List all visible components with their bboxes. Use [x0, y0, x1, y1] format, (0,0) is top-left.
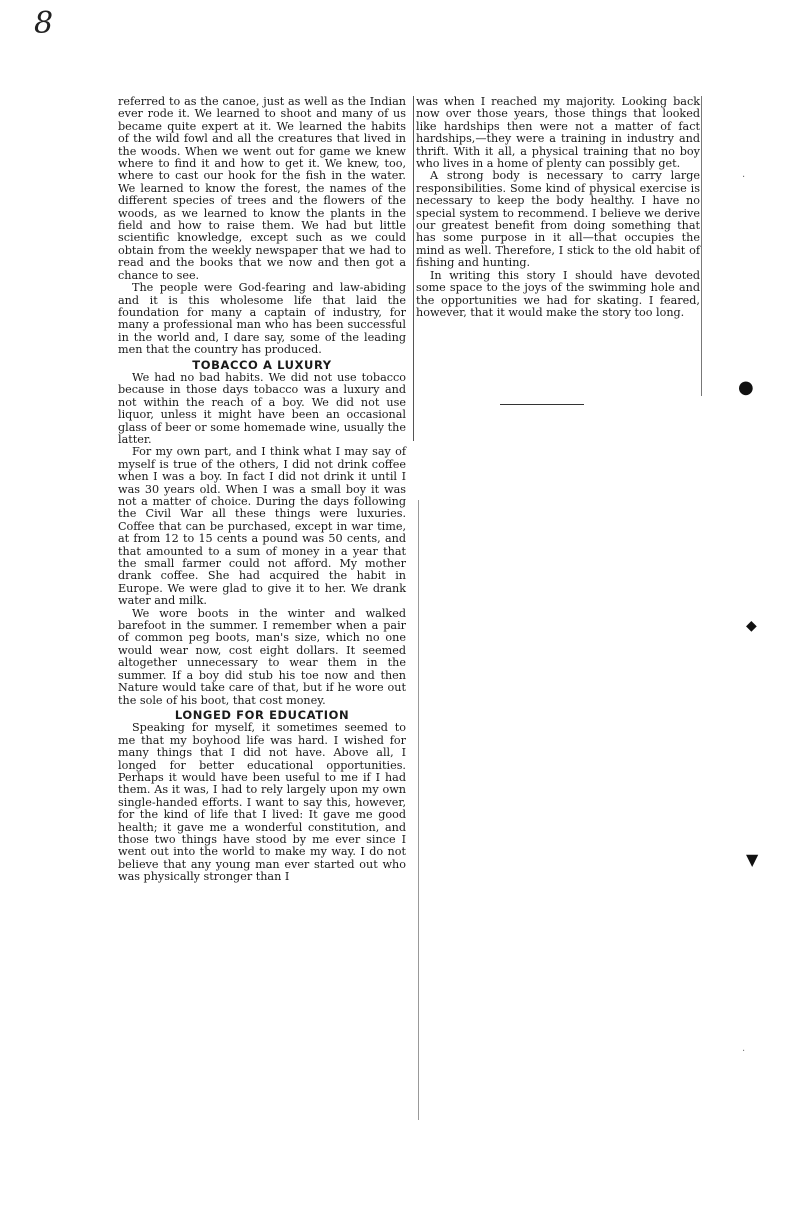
right-border-line: [701, 96, 702, 396]
paragraph: For my own part, and I think what I may say of myself is true of the others, I did not drink coffee when I was a boy. In fact I did not drink it until I was 30 years old. When I was a small boy it was not a matter of choice. During the days following the Civil War all these things were luxuries. Coffee that can be purchased, except in war time, at from 12 to 15 cents a pound was 50 cents, and that amounted to a sum of money in a year that the small farmer could not afford. My mother drank coffee. She had acquired the habit in Europe. We were glad to give it to her. We drank water and milk.: [118, 445, 406, 608]
column-divider: [413, 96, 414, 441]
binding-hole-mark: ◆: [746, 618, 757, 634]
paragraph: was when I reached my majority. Looking back now over those years, those things that looked like hardships then were not a matter of fact hardships,—they were a training in industry and thrift. With it all, a physical training that no boy who lives in a home of plenty can possibly get.: [416, 95, 700, 171]
lower-column-divider: [418, 500, 419, 1120]
left-column: [118, 96, 406, 884]
paragraph: We had no bad habits. We did not use tobacco because in those days tobacco was a luxury and not within the reach of a boy. We did not use liquor, unless it might have been an occasional glass of beer or some homemade wine, usually the latter.: [118, 370, 406, 446]
paragraph: The people were God-fearing and law-abiding and it is this wholesome life that laid the foundation for many a captain of industry, for many a professional man who has been successful in the world and, I dare say, some of the leading men that the country has produced.: [118, 281, 406, 357]
right-column: [416, 96, 700, 319]
paragraph: In writing this story I should have devoted some space to the joys of the swimming hole and the opportunities we had for skating. I feared, however, that it would make the story too long.: [416, 268, 700, 319]
paragraph: A strong body is necessary to carry large responsibilities. Some kind of physical exercise is necessary to keep the body healthy. I have no special system to recommend. I believe we derive our greatest benefit from doing something that has some purpose in it all—that occupies the mind as well. Therefore, I stick to the old habit of fishing and hunting.: [416, 169, 700, 270]
paragraph: referred to as the canoe, just as well as the Indian ever rode it. We learned to shoot and many of us became quite expert at it. We learned the habits of the wild fowl and all the creatures that lived in the woods. When we went out for game we knew where to find it and how to get it. We knew, too, where to cast our hook for the fish in the water. We learned to know the forest, the names of the different species of trees and the flowers of the woods, as we learned to know the plants in the field and how to raise them. We had but little scientific knowledge, except such as we could obtain from the weekly newspaper that we had to read and the books that we now and then got a chance to see.: [118, 95, 406, 282]
section-heading-tobacco: TOBACCO A LUXURY: [192, 357, 332, 372]
binding-hole-mark: ▼: [746, 850, 759, 869]
scan-speck-mark: ·: [742, 172, 746, 183]
paragraph: Speaking for myself, it sometimes seemed to me that my boyhood life was hard. I wished for many things that I did not have. Above all, I longed for better educational opportunities. Perhaps it would have been useful to me if I had them. As it was, I had to rely largely upon my own single-handed efforts. I want to say this, however, for the kind of life that I lived: It gave me good health; it gave me a wonderful constitution, and those two things have stood by me ever since I went out into the world to make my way. I do not believe that any young man ever started out who was physically stronger than I: [118, 721, 406, 884]
end-of-article-rule: [500, 404, 584, 405]
section-heading-education: LONGED FOR EDUCATION: [174, 707, 350, 722]
scan-speck-mark: ·: [742, 1046, 746, 1057]
binding-hole-mark: ●: [738, 377, 754, 398]
page-number: 8: [34, 6, 54, 41]
paragraph: We wore boots in the winter and walked barefoot in the summer. I remember when a pair of common peg boots, man's size, which no one would wear now, cost eight dollars. It seemed altogether unnecessary to wear them in the summer. If a boy did stub his toe now and then Nature would take care of that, but if he wore out the sole of his boot, that cost money.: [118, 606, 406, 707]
